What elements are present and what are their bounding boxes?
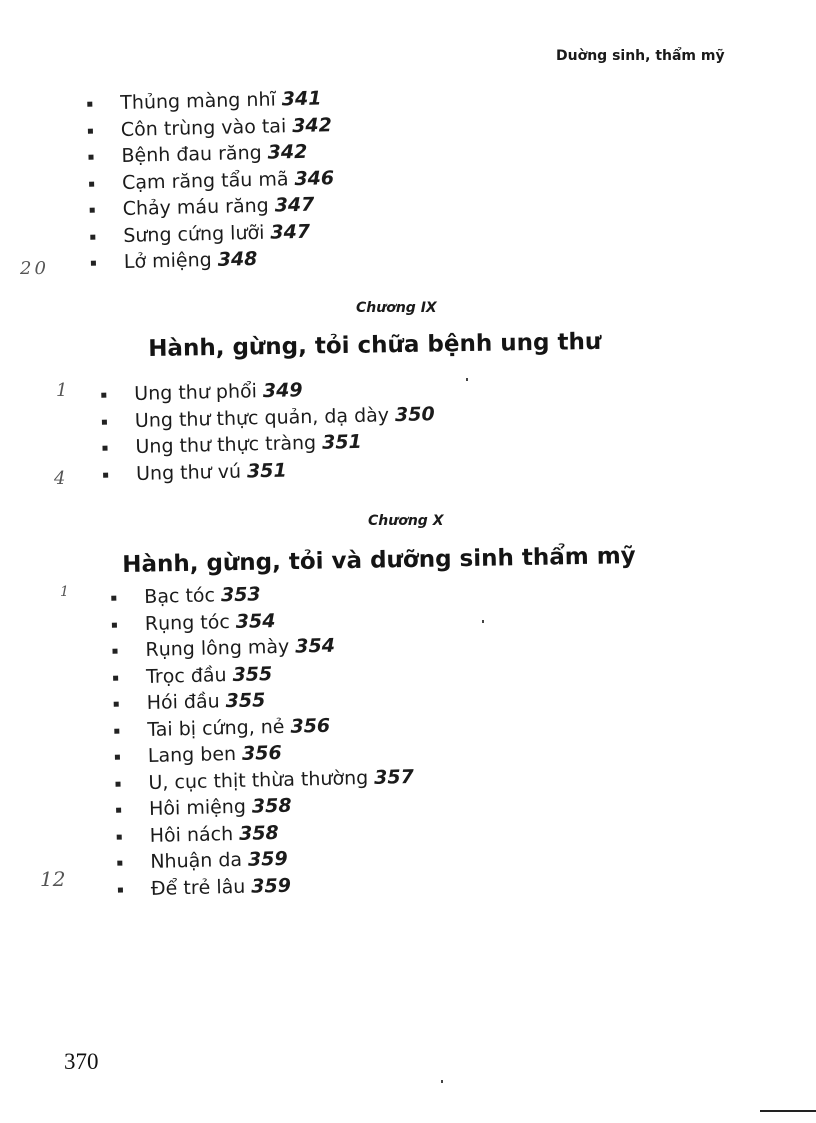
item-page: 356: [241, 741, 282, 765]
item-page: 347: [270, 220, 311, 244]
item-text: Tai bị cứng, nẻ: [147, 715, 285, 741]
item-text: Hôi nách: [149, 822, 234, 847]
page-number: 370: [64, 1049, 99, 1074]
bullet-icon: [117, 861, 122, 866]
handwritten-note: 1: [56, 380, 68, 401]
toc-list-top: [120, 85, 336, 275]
item-page: 359: [251, 874, 292, 898]
bullet-icon: [115, 755, 120, 760]
list-item: [151, 869, 417, 902]
bullet-icon: [90, 208, 95, 213]
item-page: 358: [238, 821, 280, 845]
item-text: Côn trùng vào tai: [120, 114, 287, 141]
chapter-9-label: Chương IX: [356, 300, 437, 316]
bullet-icon: [89, 181, 94, 186]
item-page: 349: [262, 379, 303, 403]
bullet-icon: [91, 261, 96, 266]
item-text: Thủng màng nhĩ: [120, 88, 277, 114]
item-page: 358: [251, 794, 292, 818]
scan-speck: [466, 378, 468, 381]
bullet-icon: [88, 155, 93, 160]
item-text: Bạc tóc: [144, 584, 216, 608]
item-text: Để trẻ lâu: [150, 875, 246, 900]
bullet-icon: [111, 596, 116, 601]
item-text: Nhuận da: [150, 848, 243, 873]
running-header: Duờng sinh, thẩm mỹ: [556, 48, 725, 64]
item-page: 353: [220, 583, 261, 607]
item-page: 354: [235, 609, 276, 633]
item-page: 351: [321, 430, 363, 454]
handwritten-note: 1: [60, 584, 69, 600]
item-page: 359: [247, 847, 288, 871]
scan-edge-line: [760, 1110, 816, 1112]
scan-speck: [441, 1080, 443, 1083]
bullet-icon: [87, 102, 92, 107]
item-page: 354: [295, 634, 336, 658]
bullet-icon: [102, 419, 107, 424]
chapter-9-title: Hành, gừng, tỏi chữa bệnh ung thư: [148, 328, 602, 362]
item-text: Hôi miệng: [148, 795, 247, 820]
list-item: [124, 244, 337, 275]
item-text: Ung thư phổi: [134, 380, 258, 405]
item-page: 355: [225, 689, 266, 713]
handwritten-note: 4: [54, 468, 66, 489]
bullet-icon: [90, 234, 95, 239]
handwritten-note: 20: [20, 258, 49, 279]
bullet-icon: [101, 393, 106, 398]
toc-list-chapter-9: [134, 374, 436, 487]
item-page: 347: [274, 193, 315, 217]
item-page: 342: [291, 113, 333, 137]
scan-speck: [482, 620, 484, 623]
item-text: Bệnh đau răng: [121, 141, 262, 167]
bullet-icon: [114, 702, 119, 707]
item-page: 355: [232, 662, 273, 686]
item-text: Chảy máu răng: [122, 194, 269, 220]
item-text: Lở miệng: [123, 248, 212, 273]
list-item: [136, 454, 436, 487]
item-text: Ung thư thực quản, dạ dày: [134, 403, 390, 432]
bullet-icon: [112, 622, 117, 627]
item-text: Trọc đầu: [145, 663, 227, 688]
item-text: U, cục thịt thừa thường: [148, 766, 369, 794]
bullet-icon: [114, 728, 119, 733]
item-page: 350: [394, 402, 435, 426]
bullet-icon: [115, 781, 120, 786]
bullet-icon: [118, 887, 123, 892]
toc-list-chapter-10: [144, 578, 417, 902]
item-text: Lang ben: [147, 742, 237, 767]
item-page: 357: [373, 765, 415, 789]
bullet-icon: [117, 834, 122, 839]
item-text: Rụng lông mày: [145, 635, 290, 661]
chapter-10-label: Chương X: [368, 513, 444, 529]
item-page: 351: [246, 459, 287, 482]
chapter-10-title: Hành, gừng, tỏi và dưỡng sinh thẩm mỹ: [122, 543, 636, 578]
item-text: Cạm răng tẩu mã: [121, 167, 289, 194]
item-text: Hói đầu: [146, 690, 220, 714]
bullet-icon: [112, 649, 117, 654]
bullet-icon: [88, 128, 93, 133]
item-page: 348: [217, 247, 258, 271]
item-text: Ung thư vú: [135, 460, 242, 485]
item-text: Rụng tóc: [144, 610, 231, 635]
item-page: 356: [290, 714, 331, 738]
item-page: 341: [281, 87, 322, 111]
item-text: Ung thư thực tràng: [135, 431, 317, 458]
item-page: 346: [294, 166, 335, 190]
bullet-icon: [102, 446, 107, 451]
bullet-icon: [103, 472, 108, 477]
bullet-icon: [116, 808, 121, 813]
bullet-icon: [113, 675, 118, 680]
item-text: Sưng cứng lưỡi: [123, 221, 265, 247]
item-page: 342: [267, 140, 308, 164]
handwritten-note: 12: [40, 867, 66, 891]
